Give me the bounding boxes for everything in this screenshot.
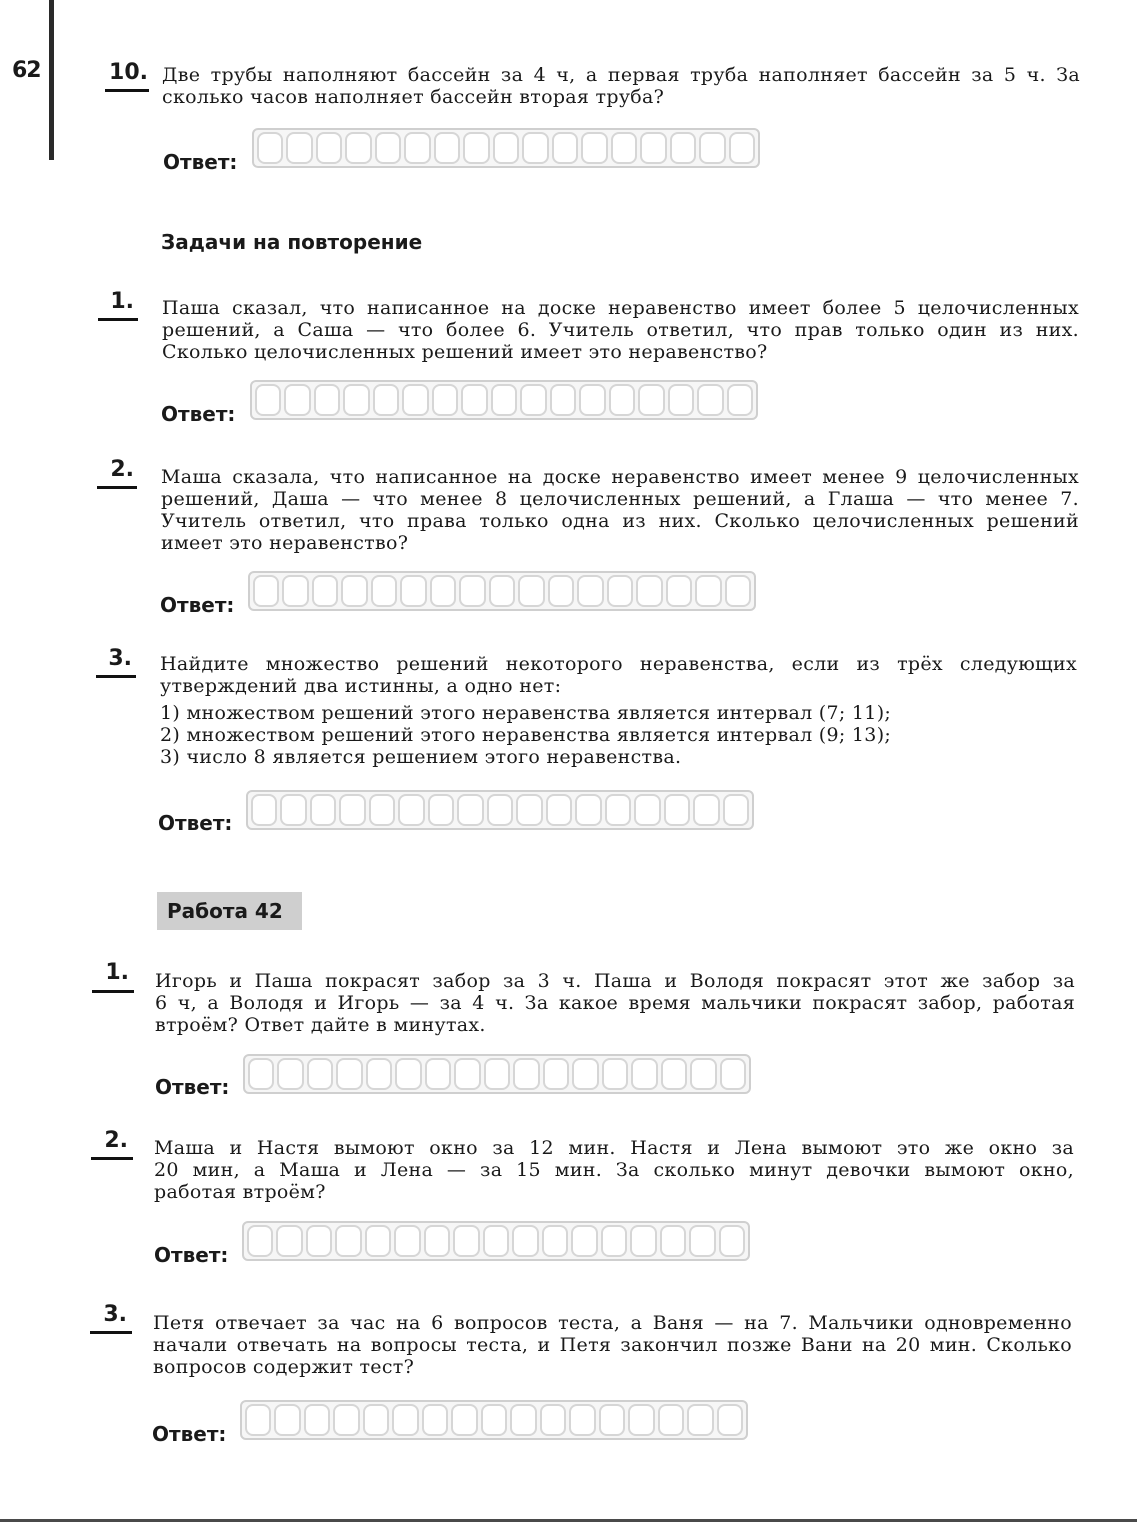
answer-label: Ответ: — [158, 811, 233, 835]
task-10-line: сколько часов наполняет бассейн вторая труба? — [162, 86, 665, 108]
review-1-number: 1. — [110, 289, 134, 314]
review-3-line: Найдите множество решений некоторого неравенства, если из трёх следующих — [160, 653, 1077, 675]
answer-field-review-1[interactable] — [250, 380, 758, 420]
work-2-underline — [91, 1157, 133, 1160]
work-title-badge: Работа 42 — [157, 892, 302, 930]
review-3-line: утверждений два истинны, а одно нет: — [160, 675, 562, 697]
work-3-line: начали отвечать на вопросы теста, и Петя закончил позже Вани на 20 мин. Сколько — [153, 1334, 1072, 1356]
answer-field-work-1[interactable] — [243, 1054, 751, 1094]
review-2-number: 2. — [110, 457, 134, 482]
margin-rule — [49, 0, 54, 160]
review-1-line: Сколько целочисленных решений имеет это неравенство? — [162, 341, 768, 363]
work-3-line: вопросов содержит тест? — [153, 1356, 415, 1378]
review-2-line: Учитель ответил, что права только одна из них. Сколько целочисленных решений — [161, 510, 1079, 532]
answer-label: Ответ: — [163, 150, 238, 174]
work-2-line: Маша и Настя вымоют окно за 12 мин. Настя и Лена вымоют это же окно за — [154, 1137, 1074, 1159]
review-3-option: 3) число 8 является решением этого неравенства. — [160, 746, 682, 768]
work-3-line: Петя отвечает за час на 6 вопросов теста, а Ваня — на 7. Мальчики одновременно — [153, 1312, 1072, 1334]
work-2-line: работая втроём? — [154, 1181, 326, 1203]
review-2-text — [161, 466, 1079, 554]
review-2-line: имеет это неравенство? — [161, 532, 409, 554]
task-10-text — [162, 64, 1080, 108]
task-10-underline — [105, 89, 149, 92]
work-1-text — [155, 970, 1075, 1036]
review-1-line: Паша сказал, что написанное на доске неравенство имеет более 5 целочисленных — [162, 297, 1079, 319]
review-2-line: решений, Даша — что менее 8 целочисленных решений, а Глаша — что менее 7. — [161, 488, 1079, 510]
work-1-line: Игорь и Паша покрасят забор за 3 ч. Паша и Володя покрасят этот же забор за — [155, 970, 1075, 992]
work-2-number: 2. — [104, 1128, 128, 1153]
review-1-text — [162, 297, 1079, 363]
review-3-option: 1) множеством решений этого неравенства является интервал (7; 11); — [160, 702, 892, 724]
review-3-underline — [96, 675, 136, 678]
answer-field-review-2[interactable] — [248, 571, 756, 611]
work-1-number: 1. — [105, 960, 129, 985]
task-10-number: 10. — [109, 60, 148, 85]
review-3-text — [160, 653, 1077, 697]
work-2-line: 20 мин, а Маша и Лена — за 15 мин. За сколько минут девочки вымоют окно, — [154, 1159, 1074, 1181]
answer-field-work-2[interactable] — [242, 1221, 750, 1261]
work-3-number: 3. — [103, 1302, 127, 1327]
review-3-options — [160, 702, 960, 768]
work-3-text — [153, 1312, 1072, 1378]
review-1-underline — [98, 318, 138, 321]
answer-label: Ответ: — [154, 1243, 229, 1267]
bottom-rule — [0, 1519, 1137, 1522]
answer-field-work-3[interactable] — [240, 1400, 748, 1440]
answer-field-task-10[interactable] — [252, 128, 760, 168]
review-1-line: решений, а Саша — что более 6. Учитель ответил, что прав только один из них. — [162, 319, 1079, 341]
page-number: 62 — [12, 58, 41, 83]
answer-label: Ответ: — [155, 1075, 230, 1099]
review-2-line: Маша сказала, что написанное на доске неравенство имеет менее 9 целочисленных — [161, 466, 1079, 488]
answer-label: Ответ: — [160, 593, 235, 617]
work-3-underline — [90, 1331, 132, 1334]
work-1-line: втроём? Ответ дайте в минутах. — [155, 1014, 486, 1036]
review-2-underline — [97, 486, 137, 489]
answer-label: Ответ: — [152, 1422, 227, 1446]
answer-field-review-3[interactable] — [246, 790, 754, 830]
answer-label: Ответ: — [161, 402, 236, 426]
work-1-underline — [92, 990, 134, 993]
review-3-number: 3. — [108, 646, 132, 671]
work-1-line: 6 ч, а Володя и Игорь — за 4 ч. За какое время мальчики покрасят забор, работая — [155, 992, 1075, 1014]
task-10-line: Две трубы наполняют бассейн за 4 ч, а первая труба наполняет бассейн за 5 ч. За — [162, 64, 1080, 86]
review-3-option: 2) множеством решений этого неравенства является интервал (9; 13); — [160, 724, 892, 746]
section-heading-review: Задачи на повторение — [161, 230, 423, 254]
work-2-text — [154, 1137, 1074, 1203]
